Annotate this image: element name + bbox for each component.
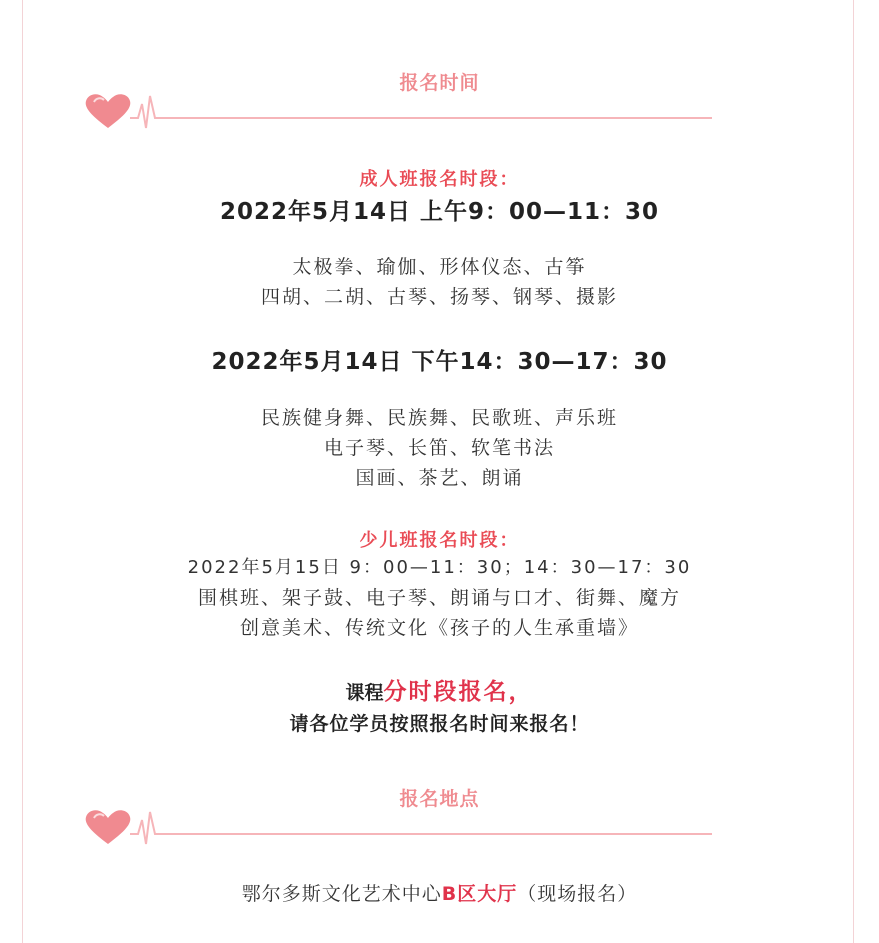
notice-highlight: 分时段报名， <box>383 679 534 705</box>
section-title-registration-location: 报名地点 <box>399 788 480 810</box>
course-line: 国画、茶艺、朗诵 <box>355 467 524 489</box>
address-highlight: B区大厅 <box>441 883 518 905</box>
adult-morning-courses <box>0 252 879 312</box>
children-time: 2022年5月15日 9：00—11：30；14：30—17：30 <box>187 557 692 578</box>
heart-divider-icon <box>82 92 712 132</box>
course-line: 围棋班、架子鼓、电子琴、朗诵与口才、街舞、魔方 <box>197 587 681 609</box>
children-class-heading: 少儿班报名时段： <box>359 530 520 551</box>
adult-afternoon-time: 2022年5月14日 下午14：30—17：30 <box>211 349 668 375</box>
section-title-registration-time: 报名时间 <box>399 72 480 94</box>
notice-line-1 <box>0 673 879 706</box>
heart-divider-icon <box>82 808 712 848</box>
address-suffix: （现场报名） <box>517 883 638 905</box>
registration-address <box>0 879 879 906</box>
course-line: 创意美术、传统文化《孩子的人生承重墙》 <box>239 617 639 639</box>
children-courses <box>0 583 879 643</box>
adult-afternoon-courses <box>0 403 879 493</box>
course-line: 电子琴、长笛、软笔书法 <box>323 437 555 459</box>
address-prefix: 鄂尔多斯文化艺术中心 <box>241 883 442 905</box>
adult-class-heading: 成人班报名时段： <box>359 169 520 190</box>
course-line: 四胡、二胡、古琴、扬琴、钢琴、摄影 <box>260 286 618 308</box>
notice-line-2: 请各位学员按照报名时间来报名！ <box>289 713 590 735</box>
course-line: 民族健身舞、民族舞、民歌班、声乐班 <box>260 407 618 429</box>
course-line: 太极拳、瑜伽、形体仪态、古筝 <box>292 256 587 278</box>
notice-prefix: 课程 <box>345 682 384 704</box>
adult-morning-time: 2022年5月14日 上午9：00—11：30 <box>219 199 660 225</box>
